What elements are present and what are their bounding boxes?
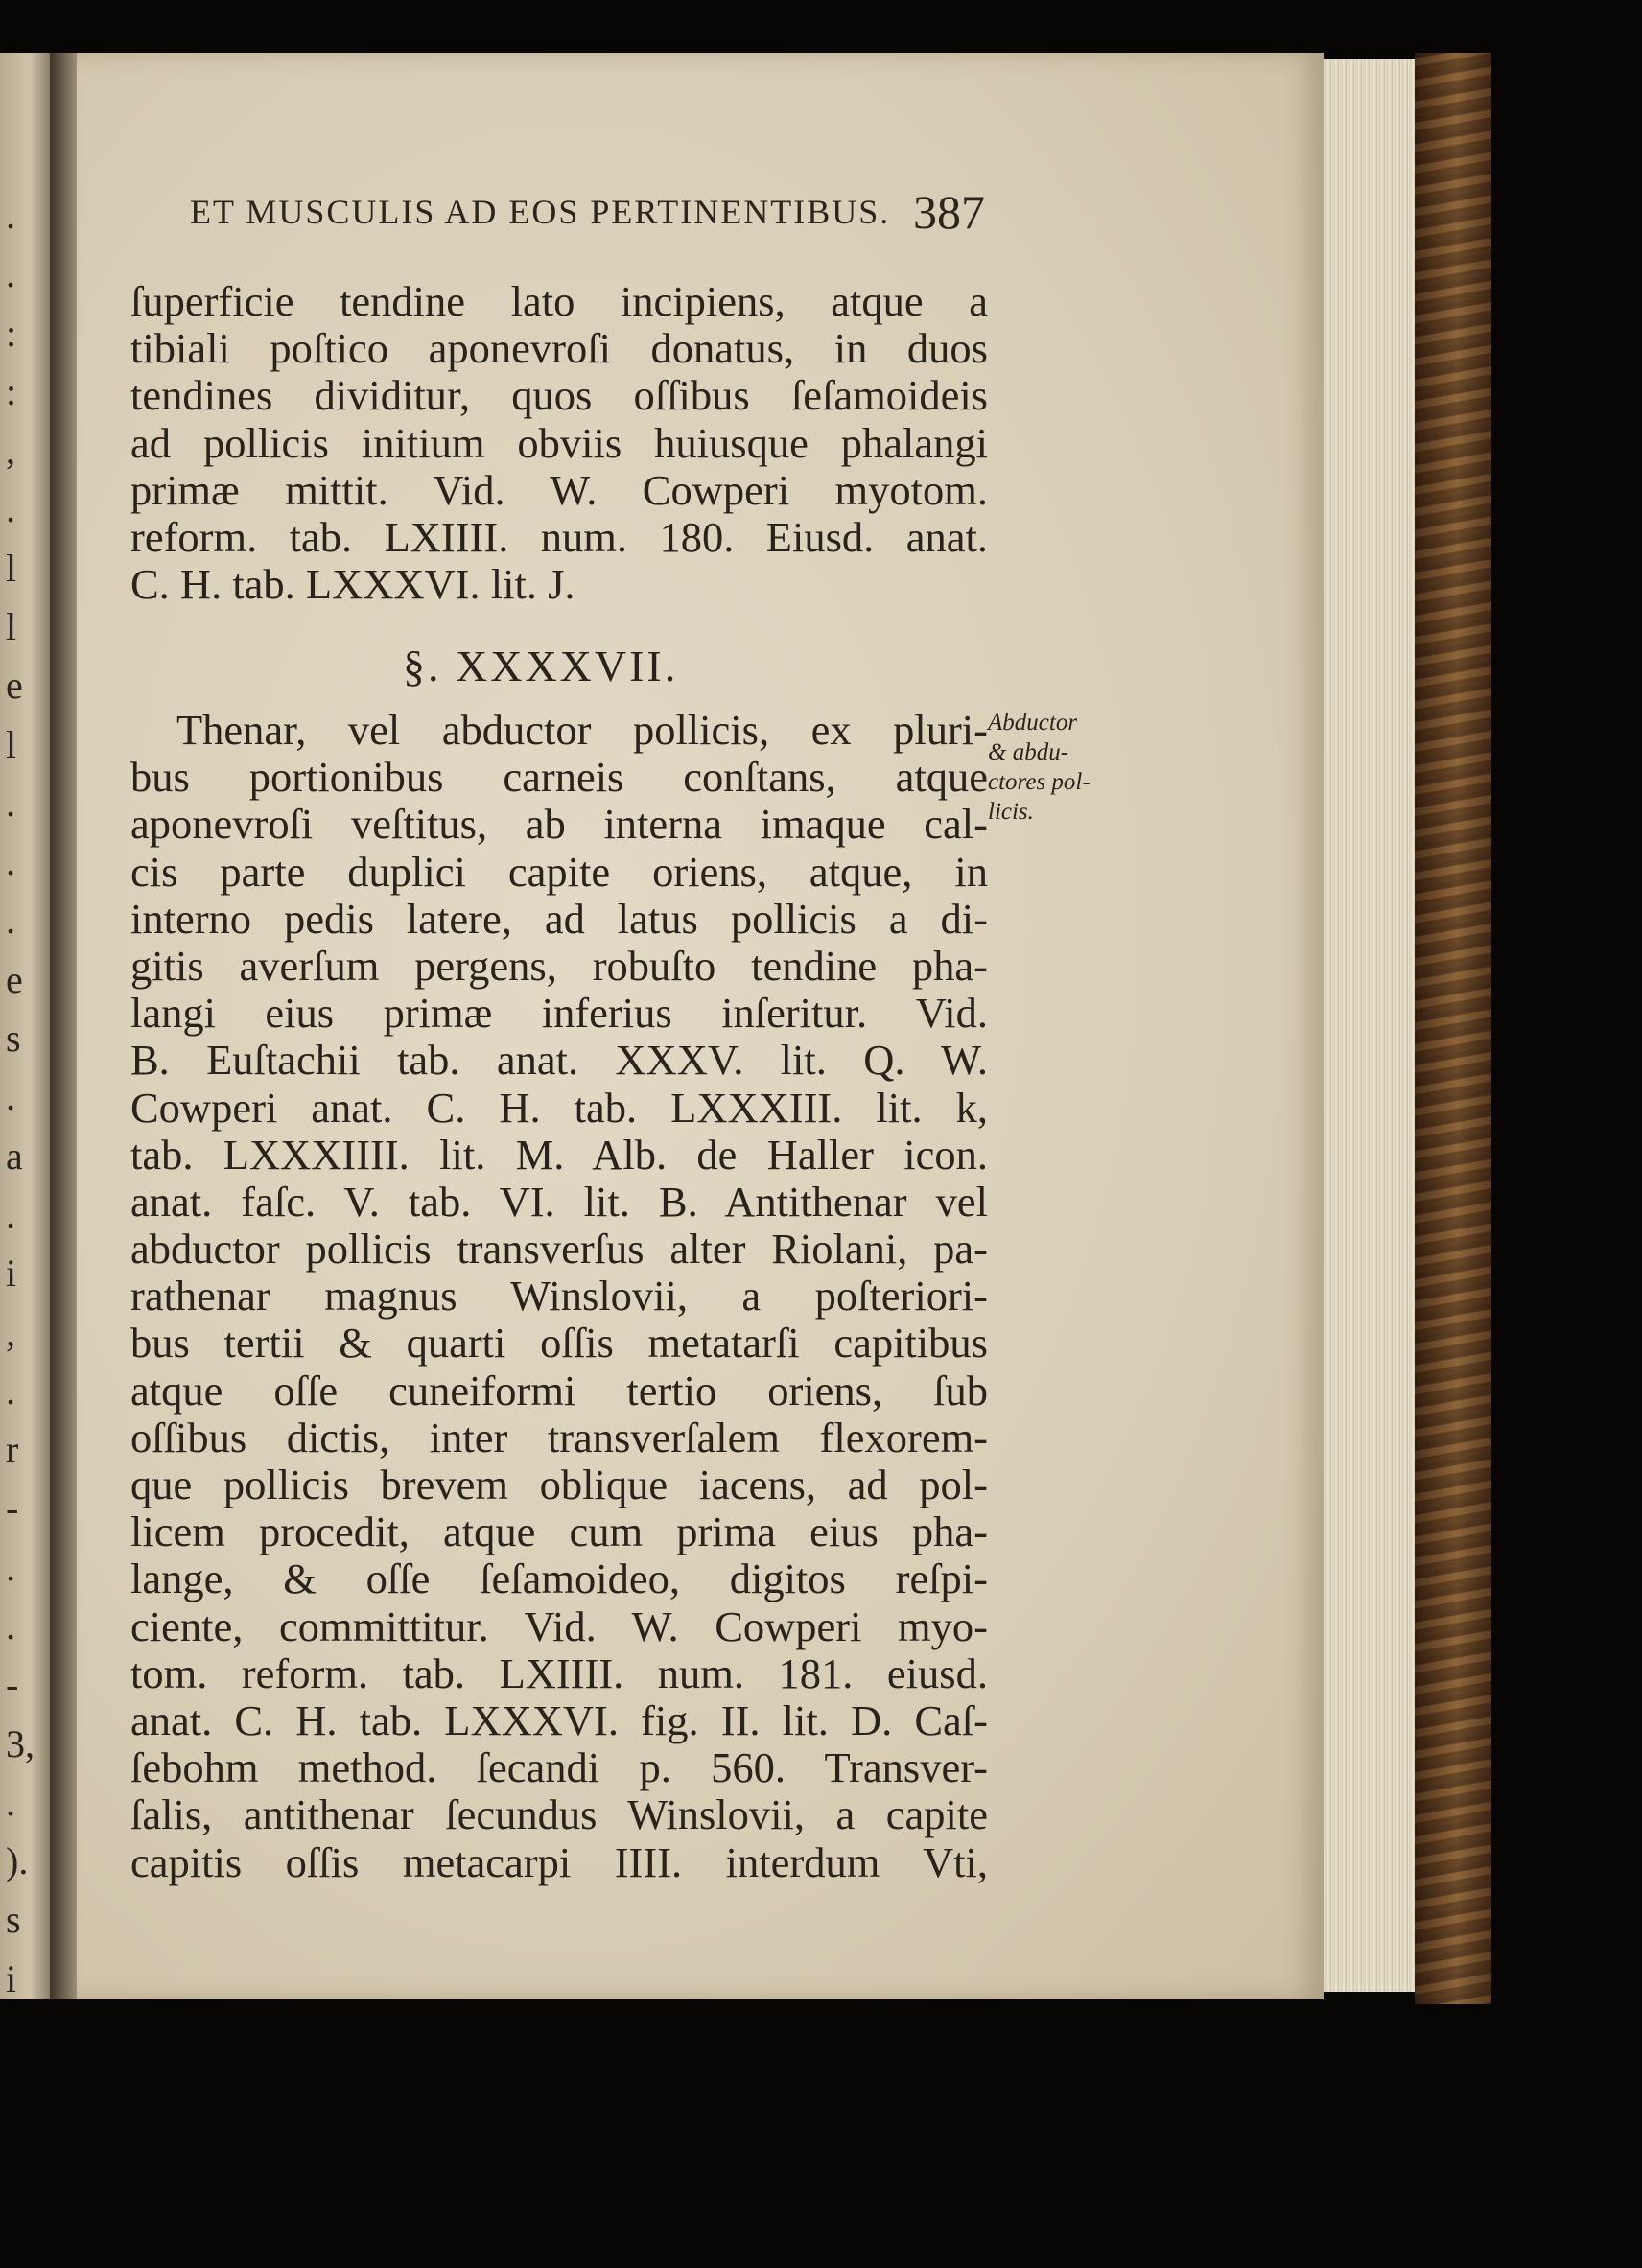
text-line: tab. LXXXIIII. lit. M. Alb. de Haller icon. [130,1130,988,1179]
facing-page-fragment: 3, [6,1722,35,1765]
facing-page-fragment: . [6,487,15,530]
text-line: Cowperi anat. C. H. tab. LXXXIII. lit. k, [130,1083,988,1132]
facing-page-fragment: . [6,899,15,942]
text-line: cis parte duplici capite oriens, atque, in [130,847,988,896]
facing-page-fragment: . [6,1781,15,1824]
paragraph-2 [130,707,988,1886]
margin-note-line: Abductor [988,710,1078,736]
paragraph-1 [130,278,988,608]
text-line: ad pollicis initium obviis huiusque phalangi [130,418,988,467]
text-line: C. H. tab. LXXXVI. lit. J. [130,560,575,609]
text-line: capitis oſſis metacarpi IIII. interdum Vti, [130,1837,988,1886]
facing-page-fragment: l [6,723,17,766]
page-number: 387 [913,185,985,239]
facing-page-fragment: - [6,1486,19,1530]
facing-page-fragment: . [6,782,15,825]
margin-note-line: licis. [988,799,1034,825]
text-line: anat. C. H. tab. LXXXVI. fig. II. lit. D. Caſ- [130,1695,988,1744]
text-line: bus portionibus carneis conſtans, atque [130,753,988,802]
text-line: gitis averſum pergens, robuſto tendine pha- [130,941,988,990]
facing-page-fragment: . [6,1193,15,1236]
text-line: bus tertii & quarti oſſis metatarſi capitibus [130,1319,988,1368]
text-line: que pollicis brevem oblique iacens, ad pol- [130,1461,988,1508]
facing-page-fragment: . [6,1546,15,1589]
text-line: rathenar magnus Winslovii, a poſteriori- [130,1272,988,1321]
facing-page-fragment: . [6,1075,15,1118]
text-line: ſalis, antithenar ſecundus Winslovii, a capite [130,1790,988,1839]
text-line: primæ mittit. Vid. W. Cowperi myotom. [130,465,988,514]
margin-note [988,708,1141,827]
facing-page-fragment: , [6,1311,15,1354]
facing-page-fragment: . [6,194,15,237]
facing-page-fragment: . [6,1604,15,1648]
facing-page-fragment: . [6,252,15,295]
text-line: lange, & oſſe ſeſamoideo, digitos reſpi- [130,1555,988,1603]
facing-page-fragment: a [6,1134,23,1178]
text-line: reform. tab. LXIIII. num. 180. Eiusd. anat. [130,512,988,561]
text-line: ſebohm method. ſecandi p. 560. Transver- [130,1743,988,1792]
text-line: tibiali poſtico aponevroſi donatus, in duos [130,324,988,373]
text-line: abductor pollicis transverſus alter Riolani, pa- [130,1225,988,1274]
running-head: ET MUSCULIS AD EOS PERTINENTIBUS. [190,193,891,231]
facing-page-fragment: s [6,1017,21,1060]
margin-note-line: & abdu- [988,739,1069,765]
text-line: Thenar, vel abductor pollicis, ex pluri- [176,706,988,754]
text-line: oſſibus dictis, inter transverſalem flexorem- [130,1413,988,1461]
text-line: tom. reform. tab. LXIIII. num. 181. eiusd. [130,1648,988,1697]
facing-page-fragment: i [6,1957,17,2000]
facing-page-fragment: ). [6,1839,29,1882]
text-line: anat. faſc. V. tab. VI. lit. B. Antithenar vel [130,1177,988,1226]
facing-page-fragment: , [6,429,15,472]
facing-page-fragment: : [6,312,17,355]
text-line: atque oſſe cuneiformi tertio oriens, ſub [130,1366,988,1415]
facing-page-fragment: . [6,840,15,883]
text-line: B. Euſtachii tab. anat. XXXV. lit. Q. W. [130,1036,988,1085]
facing-page-fragment: : [6,370,17,413]
gutter-shadow [50,53,77,1999]
text-line: interno pedis latere, ad latus pollicis a di- [130,894,988,943]
text-line: ſuperficie tendine lato incipiens, atque a [130,277,988,325]
text-line: langi eius primæ inferius inſeritur. Vid. [130,989,988,1038]
page-edges [1324,59,1415,1992]
cover-texture [1415,53,1491,2004]
section-heading: §. XXXXVII. [403,642,679,690]
facing-page-fragment: . [6,1369,15,1413]
text-line: ciente, committitur. Vid. W. Cowperi myo- [130,1602,988,1650]
margin-note-line: ctores pol- [988,769,1091,795]
facing-page-fragment: r [6,1428,19,1471]
facing-page-fragment: e [6,958,23,1001]
facing-page-fragment: l [6,547,17,590]
facing-page-fragment: e [6,664,23,707]
facing-page-fragment: - [6,1663,19,1706]
text-line: tendines dividitur, quos oſſibus ſeſamoideis [130,371,988,420]
facing-page-edge [0,53,50,1999]
facing-page-fragment: s [6,1898,21,1941]
text-line: licem procedit, atque cum prima eius pha- [130,1508,988,1556]
text-line: aponevroſi veſtitus, ab interna imaque cal- [130,800,988,849]
facing-page-fragment: l [6,605,17,648]
facing-page-fragment: i [6,1251,17,1295]
